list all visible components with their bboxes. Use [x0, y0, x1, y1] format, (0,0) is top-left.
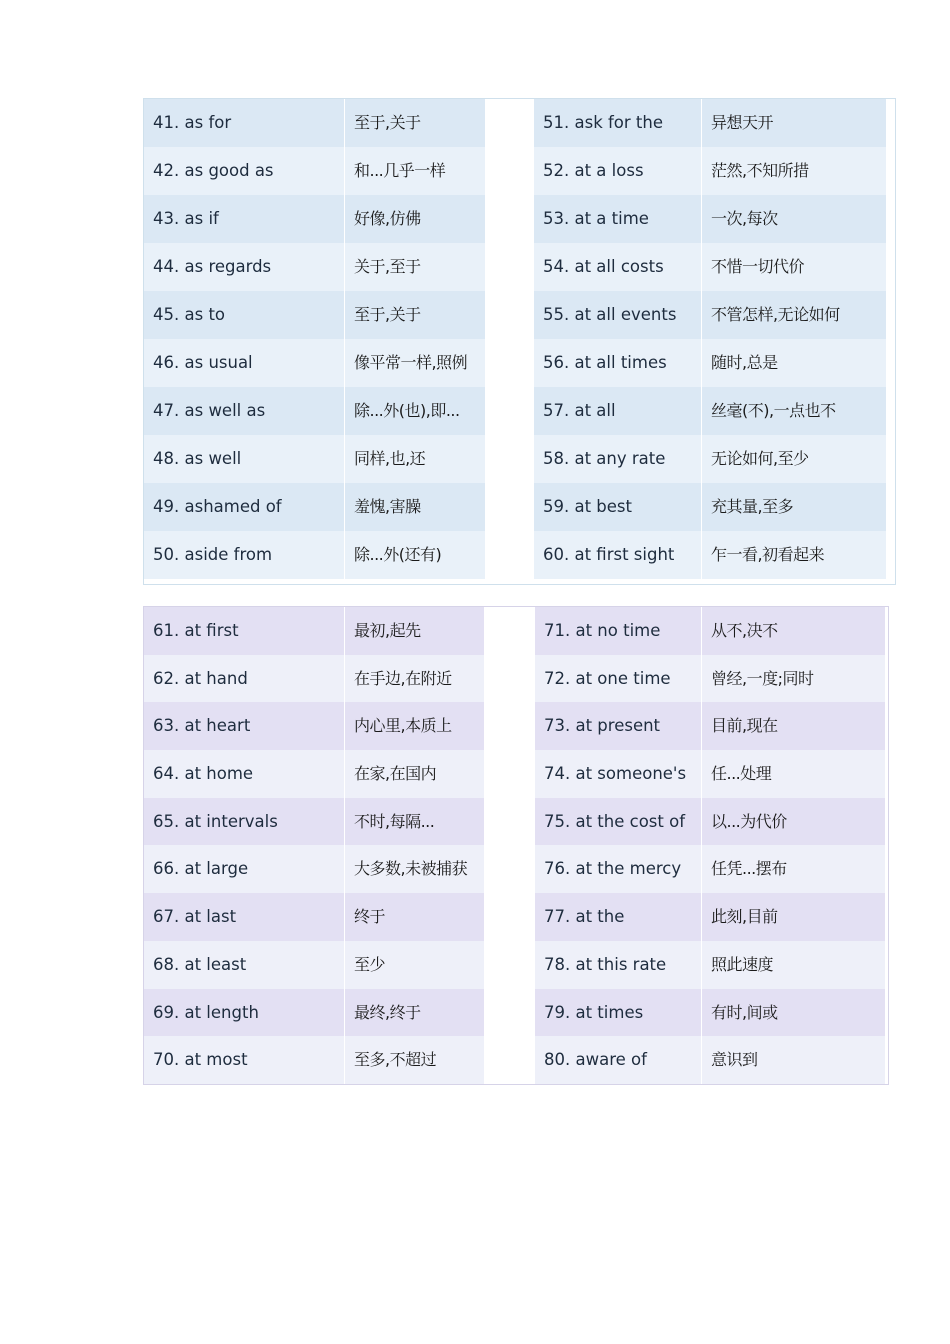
table-row: [534, 387, 887, 435]
meaning-cell: 随时,总是: [702, 339, 887, 387]
phrase-cell: 62. at hand: [144, 655, 345, 703]
meaning-cell: 不惜一切代价: [702, 243, 887, 291]
phrase-cell: 47. as well as: [144, 387, 345, 435]
phrase-cell: 73. at present: [535, 702, 702, 750]
meaning-cell: 最初,起先: [345, 607, 485, 655]
meaning-cell: 此刻,目前: [702, 893, 886, 941]
meaning-cell: 至多,不超过: [345, 1036, 485, 1084]
table-row: [534, 291, 887, 339]
table-row: [534, 147, 887, 195]
table-row: [534, 531, 887, 579]
meaning-cell: 同样,也,还: [345, 435, 486, 483]
meaning-cell: 以...为代价: [702, 798, 886, 846]
meaning-cell: 至于,关于: [345, 99, 486, 147]
phrase-cell: 54. at all costs: [534, 243, 702, 291]
meaning-cell: 不时,每隔...: [345, 798, 485, 846]
table-row: [535, 845, 886, 893]
phrase-cell: 71. at no time: [535, 607, 702, 655]
meaning-cell: 茫然,不知所措: [702, 147, 887, 195]
table-row: [534, 483, 887, 531]
phrase-cell: 44. as regards: [144, 243, 345, 291]
phrase-cell: 74. at someone's: [535, 750, 702, 798]
phrase-cell: 42. as good as: [144, 147, 345, 195]
table-row: [535, 989, 886, 1037]
meaning-cell: 异想天开: [702, 99, 887, 147]
meaning-cell: 像平常一样,照例: [345, 339, 486, 387]
meaning-cell: 丝毫(不),一点也不: [702, 387, 887, 435]
phrase-cell: 60. at first sight: [534, 531, 702, 579]
meaning-cell: 大多数,未被捕获: [345, 845, 485, 893]
meaning-cell: 终于: [345, 893, 485, 941]
meaning-cell: 除...外(还有): [345, 531, 486, 579]
phrase-cell: 72. at one time: [535, 655, 702, 703]
meaning-cell: 最终,终于: [345, 989, 485, 1037]
meaning-cell: 在家,在国内: [345, 750, 485, 798]
table-row: [144, 387, 486, 435]
table-row: [535, 941, 886, 989]
meaning-cell: 至少: [345, 941, 485, 989]
table-row: [535, 750, 886, 798]
table-row: [144, 291, 486, 339]
phrase-cell: 52. at a loss: [534, 147, 702, 195]
table-row: [144, 845, 485, 893]
table-row: [144, 702, 485, 750]
meaning-cell: 羞愧,害臊: [345, 483, 486, 531]
meaning-cell: 好像,仿佛: [345, 195, 486, 243]
meaning-cell: 照此速度: [702, 941, 886, 989]
phrase-cell: 48. as well: [144, 435, 345, 483]
phrase-cell: 75. at the cost of: [535, 798, 702, 846]
table2-left-column: [144, 607, 485, 1084]
meaning-cell: 意识到: [702, 1036, 886, 1084]
phrase-cell: 58. at any rate: [534, 435, 702, 483]
table-row: [144, 941, 485, 989]
meaning-cell: 任...处理: [702, 750, 886, 798]
table-row: [535, 798, 886, 846]
table1-right-column: [534, 99, 887, 579]
meaning-cell: 一次,每次: [702, 195, 887, 243]
phrase-cell: 49. ashamed of: [144, 483, 345, 531]
phrase-cell: 56. at all times: [534, 339, 702, 387]
table-row: [535, 607, 886, 655]
table-row: [144, 607, 485, 655]
phrase-cell: 51. ask for the: [534, 99, 702, 147]
meaning-cell: 有时,间或: [702, 989, 886, 1037]
phrase-cell: 57. at all: [534, 387, 702, 435]
table-row: [534, 243, 887, 291]
meaning-cell: 曾经,一度;同时: [702, 655, 886, 703]
phrase-cell: 79. at times: [535, 989, 702, 1037]
phrase-cell: 77. at the: [535, 893, 702, 941]
phrase-cell: 68. at least: [144, 941, 345, 989]
meaning-cell: 和...几乎一样: [345, 147, 486, 195]
phrase-table-1: [143, 98, 896, 585]
table-row: [535, 655, 886, 703]
table-row: [534, 435, 887, 483]
meaning-cell: 任凭...摆布: [702, 845, 886, 893]
table-row: [144, 99, 486, 147]
phrase-cell: 67. at last: [144, 893, 345, 941]
meaning-cell: 从不,决不: [702, 607, 886, 655]
meaning-cell: 除...外(也),即...: [345, 387, 486, 435]
table-row: [535, 1036, 886, 1084]
meaning-cell: 至于,关于: [345, 291, 486, 339]
table-row: [534, 99, 887, 147]
phrase-cell: 61. at first: [144, 607, 345, 655]
table-row: [535, 702, 886, 750]
table-row: [144, 483, 486, 531]
phrase-cell: 53. at a time: [534, 195, 702, 243]
table-row: [144, 1036, 485, 1084]
table-row: [144, 989, 485, 1037]
meaning-cell: 充其量,至多: [702, 483, 887, 531]
table-row: [144, 435, 486, 483]
phrase-table-2: [143, 606, 889, 1085]
table-row: [144, 893, 485, 941]
meaning-cell: 乍一看,初看起来: [702, 531, 887, 579]
meaning-cell: 目前,现在: [702, 702, 886, 750]
phrase-cell: 50. aside from: [144, 531, 345, 579]
phrase-cell: 76. at the mercy: [535, 845, 702, 893]
phrase-cell: 41. as for: [144, 99, 345, 147]
meaning-cell: 内心里,本质上: [345, 702, 485, 750]
meaning-cell: 关于,至于: [345, 243, 486, 291]
table-row: [144, 195, 486, 243]
table-row: [144, 339, 486, 387]
table-row: [534, 195, 887, 243]
table-row: [534, 339, 887, 387]
phrase-cell: 45. as to: [144, 291, 345, 339]
table-row: [144, 655, 485, 703]
phrase-cell: 59. at best: [534, 483, 702, 531]
table-row: [144, 798, 485, 846]
table-row: [144, 147, 486, 195]
phrase-cell: 80. aware of: [535, 1036, 702, 1084]
meaning-cell: 不管怎样,无论如何: [702, 291, 887, 339]
phrase-cell: 63. at heart: [144, 702, 345, 750]
phrase-cell: 70. at most: [144, 1036, 345, 1084]
phrase-cell: 46. as usual: [144, 339, 345, 387]
phrase-cell: 65. at intervals: [144, 798, 345, 846]
phrase-cell: 64. at home: [144, 750, 345, 798]
table-row: [144, 531, 486, 579]
table-row: [535, 893, 886, 941]
table2-right-column: [535, 607, 886, 1084]
phrase-cell: 69. at length: [144, 989, 345, 1037]
phrase-cell: 66. at large: [144, 845, 345, 893]
table-row: [144, 243, 486, 291]
phrase-cell: 78. at this rate: [535, 941, 702, 989]
phrase-cell: 43. as if: [144, 195, 345, 243]
table-row: [144, 750, 485, 798]
meaning-cell: 在手边,在附近: [345, 655, 485, 703]
phrase-cell: 55. at all events: [534, 291, 702, 339]
meaning-cell: 无论如何,至少: [702, 435, 887, 483]
table1-left-column: [144, 99, 486, 579]
